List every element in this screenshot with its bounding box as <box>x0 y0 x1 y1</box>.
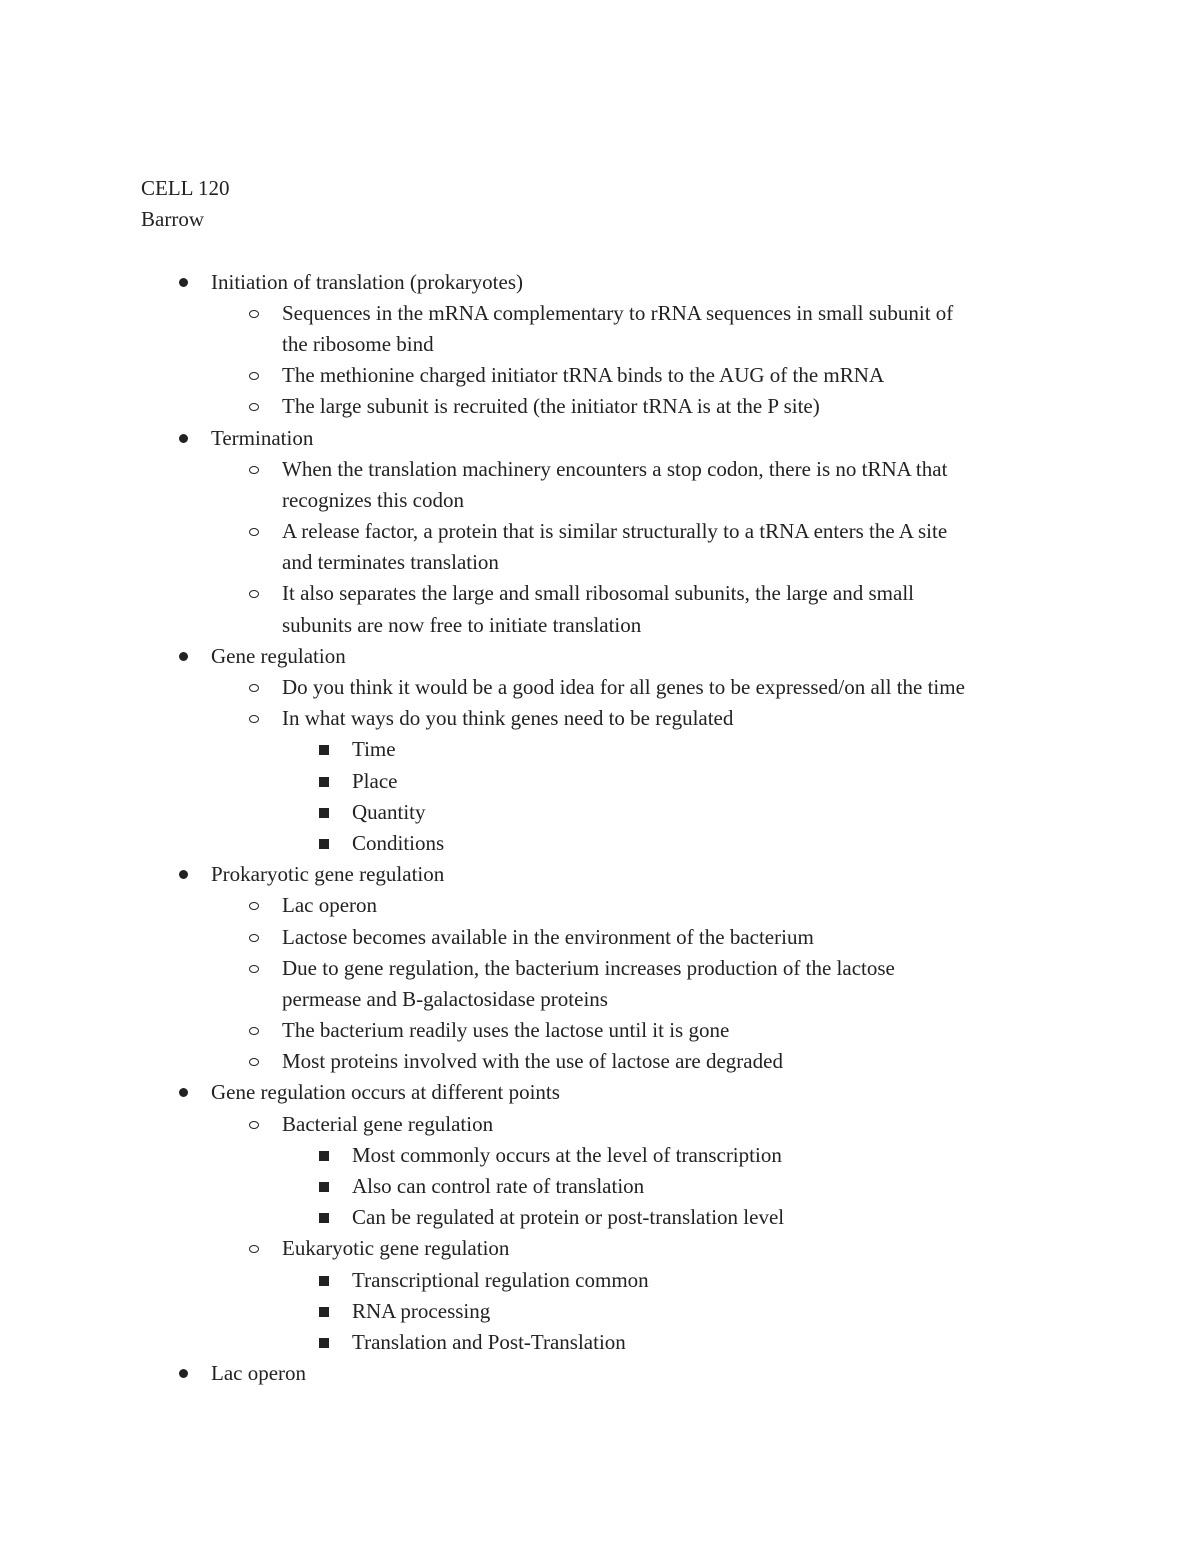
sub-item <box>141 1046 1071 1077</box>
sub-item-text: The bacterium readily uses the lactose until it is gone <box>282 1018 730 1043</box>
sub-sub-item <box>141 734 1071 765</box>
bullet-square-icon <box>319 745 329 755</box>
bullet-circle-icon <box>249 372 259 380</box>
sub-sub-item <box>141 1202 1071 1233</box>
bullet-square-icon <box>319 1213 329 1223</box>
sub-sub-item <box>141 1327 1071 1358</box>
bullet-circle-icon <box>249 902 259 910</box>
outline-item-text: Initiation of translation (prokaryotes) <box>211 269 523 294</box>
outline-item <box>141 641 1071 672</box>
bullet-dot-icon <box>179 652 188 661</box>
sub-item <box>141 454 1071 485</box>
bullet-circle-icon <box>249 466 259 474</box>
document-page <box>141 173 1071 1389</box>
sub-item <box>141 890 1071 921</box>
sub-sub-item-text: Conditions <box>352 830 445 855</box>
outline-item-text: Termination <box>211 425 314 450</box>
sub-sub-item <box>141 1265 1071 1296</box>
sub-item-continuation <box>141 547 1071 578</box>
sub-sub-item <box>141 766 1071 797</box>
bullet-dot-icon <box>179 278 188 287</box>
bullet-square-icon <box>319 1307 329 1317</box>
sub-item <box>141 298 1071 329</box>
sub-sub-item <box>141 1296 1071 1327</box>
sub-item-text: permease and B-galactosidase proteins <box>282 986 608 1011</box>
notes-outline <box>141 267 1071 1390</box>
bullet-circle-icon <box>249 310 259 318</box>
sub-item <box>141 953 1071 984</box>
sub-sub-item-text: Time <box>352 737 396 762</box>
sub-item-text: subunits are now free to initiate translation <box>282 612 642 637</box>
sub-item-continuation <box>141 329 1071 360</box>
bullet-circle-icon <box>249 965 259 973</box>
sub-item-continuation <box>141 984 1071 1015</box>
sub-sub-item-text: Place <box>352 768 398 793</box>
bullet-square-icon <box>319 777 329 787</box>
outline-item-text: Prokaryotic gene regulation <box>211 862 445 887</box>
bullet-dot-icon <box>179 434 188 443</box>
sub-sub-item-text: Also can control rate of translation <box>352 1174 645 1198</box>
bullet-circle-icon <box>249 1058 259 1066</box>
bullet-square-icon <box>319 839 329 849</box>
sub-sub-item-text: Transcriptional regulation common <box>352 1267 649 1292</box>
sub-item <box>141 922 1071 953</box>
sub-sub-item <box>141 828 1071 859</box>
sub-sub-item-text: Can be regulated at protein or post-translation level <box>352 1205 785 1230</box>
bullet-circle-icon <box>249 934 259 942</box>
sub-sub-item-text: RNA processing <box>352 1298 491 1323</box>
outline-item-text: Lac operon <box>211 1361 307 1386</box>
sub-item-text: Eukaryotic gene regulation <box>282 1236 510 1261</box>
bullet-square-icon <box>319 1276 329 1286</box>
sub-item <box>141 1109 1071 1140</box>
sub-item-continuation <box>141 610 1071 641</box>
bullet-square-icon <box>319 808 329 818</box>
spacer <box>141 235 1071 266</box>
sub-sub-item-text: Quantity <box>352 799 426 824</box>
sub-item <box>141 360 1071 391</box>
sub-item-text: the ribosome bind <box>282 331 434 356</box>
sub-item-text: Most proteins involved with the use of lactose are degraded <box>282 1049 783 1074</box>
instructor-name: Barrow <box>141 207 204 232</box>
sub-sub-item-text: Most commonly occurs at the level of transcription <box>352 1142 782 1167</box>
bullet-square-icon <box>319 1338 329 1348</box>
sub-sub-item <box>141 797 1071 828</box>
sub-item-text: Lactose becomes available in the environment of the bacterium <box>282 924 814 949</box>
sub-item-text: Sequences in the mRNA complementary to rRNA sequences in small subunit of <box>282 300 954 325</box>
outline-item-text: Gene regulation occurs at different points <box>211 1080 560 1105</box>
outline-item <box>141 423 1071 454</box>
bullet-dot-icon <box>179 1369 188 1378</box>
sub-item <box>141 516 1071 547</box>
sub-item-text: Lac operon <box>282 893 378 918</box>
bullet-circle-icon <box>249 715 259 723</box>
bullet-circle-icon <box>249 1027 259 1035</box>
sub-item-text: Due to gene regulation, the bacterium increases production of the lactose <box>282 955 895 980</box>
bullet-circle-icon <box>249 1245 259 1253</box>
sub-item-text: It also separates the large and small ribosomal subunits, the large and small <box>282 581 914 606</box>
sub-sub-item-text: Translation and Post-Translation <box>352 1329 626 1354</box>
bullet-square-icon <box>319 1182 329 1192</box>
sub-item-text: Do you think it would be a good idea for all genes to be expressed/on all the time <box>282 675 965 699</box>
sub-item <box>141 672 1071 703</box>
sub-item <box>141 391 1071 422</box>
sub-item-text: The methionine charged initiator tRNA binds to the AUG of the mRNA <box>282 363 885 388</box>
sub-sub-item <box>141 1140 1071 1171</box>
bullet-dot-icon <box>179 1088 188 1097</box>
outline-item <box>141 267 1071 298</box>
outline-item <box>141 1358 1071 1389</box>
bullet-circle-icon <box>249 684 259 692</box>
sub-item-text: and terminates translation <box>282 550 499 575</box>
bullet-circle-icon <box>249 528 259 536</box>
sub-item <box>141 703 1071 734</box>
course-code: CELL 120 <box>141 176 230 200</box>
sub-item-text: When the translation machinery encounters a stop codon, there is no tRNA that <box>282 456 948 481</box>
outline-item-text: Gene regulation <box>211 643 346 668</box>
sub-sub-item <box>141 1171 1071 1202</box>
sub-item-continuation <box>141 485 1071 516</box>
sub-item <box>141 578 1071 609</box>
outline-item <box>141 1077 1071 1108</box>
sub-item-text: The large subunit is recruited (the initiator tRNA is at the P site) <box>282 394 820 419</box>
bullet-circle-icon <box>249 1121 259 1129</box>
sub-item-text: recognizes this codon <box>282 487 464 512</box>
sub-item-text: Bacterial gene regulation <box>282 1111 494 1136</box>
sub-item <box>141 1233 1071 1264</box>
bullet-circle-icon <box>249 403 259 411</box>
outline-item <box>141 859 1071 890</box>
sub-item-text: A release factor, a protein that is similar structurally to a tRNA enters the A site <box>282 519 948 544</box>
sub-item-text: In what ways do you think genes need to be regulated <box>282 706 734 731</box>
bullet-circle-icon <box>249 590 259 598</box>
bullet-dot-icon <box>179 870 188 879</box>
bullet-square-icon <box>319 1151 329 1161</box>
sub-item <box>141 1015 1071 1046</box>
